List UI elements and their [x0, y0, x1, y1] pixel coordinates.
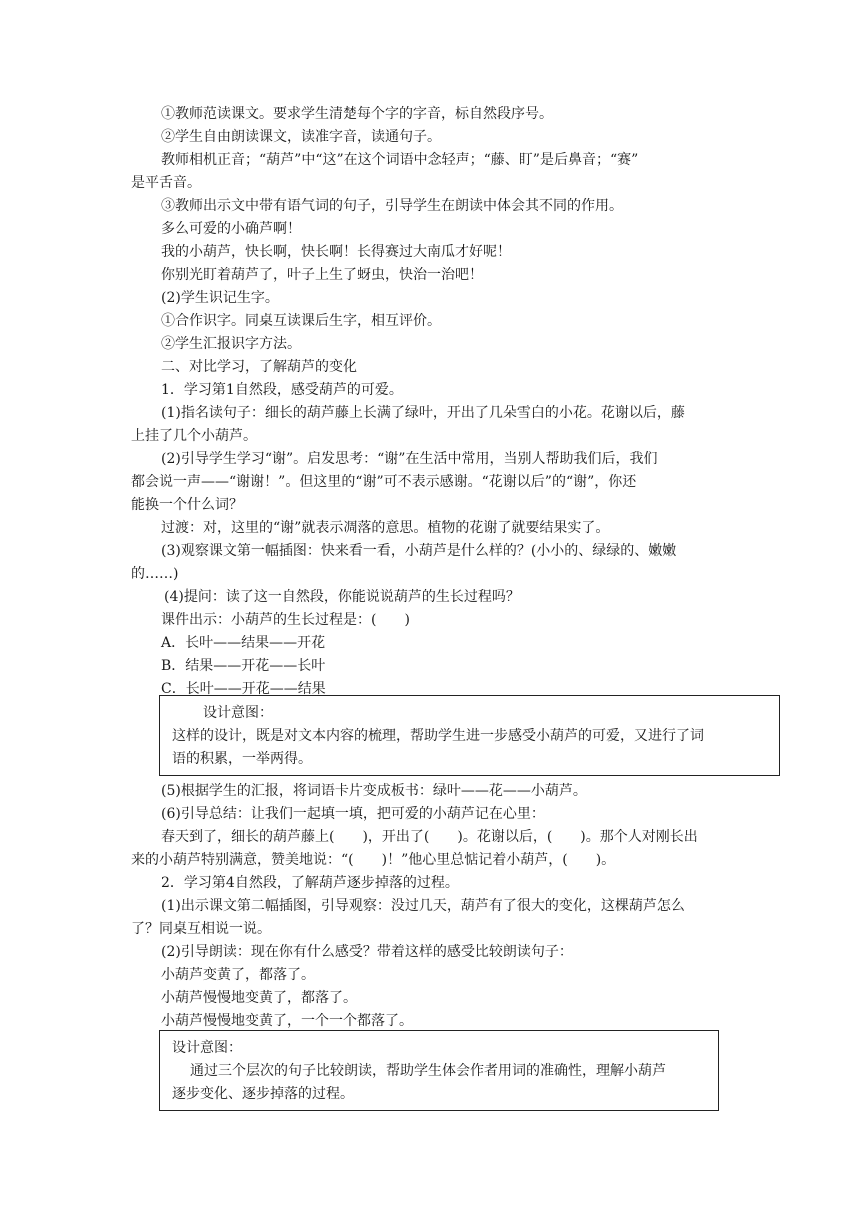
text-line: 小葫芦变黄了，都落了。: [161, 967, 315, 983]
text-line: 了？同桌互相说一说。: [131, 921, 271, 937]
text-line: 过渡：对，这里的“谢”就表示凋落的意思。植物的花谢了就要结果实了。: [161, 520, 610, 536]
text-line: 的……): [131, 566, 179, 582]
design-intent-line: 这样的设计，既是对文本内容的梳理，帮助学生进一步感受小葫芦的可爱，又进行了词: [172, 728, 704, 744]
design-intent-title: 设计意图：: [203, 705, 273, 721]
lesson-body-continued: [131, 780, 751, 1033]
subsection-heading: 2．学习第4自然段，了解葫芦逐步掉落的过程。: [161, 875, 459, 891]
section-heading: 二、对比学习，了解葫芦的变化: [161, 359, 357, 375]
design-intent-line: 语的积累，一举两得。: [172, 751, 312, 767]
text-line: (4)提问：读了这一自然段，你能说说葫芦的生长过程吗？: [164, 589, 520, 605]
option-line: C．长叶——开花——结果: [161, 681, 326, 697]
text-line: (3)观察课文第一幅插图：快来看一看，小葫芦是什么样的？(小小的、绿绿的、嫩嫩: [161, 543, 677, 559]
text-line: 来的小葫芦特别满意，赞美地说：“( )！”他心里总惦记着小葫芦，( )。: [131, 852, 616, 868]
text-line: 都会说一声——“谢谢！”。但这里的“谢”可不表示感谢。“花谢以后”的“谢”，你还: [131, 474, 637, 490]
text-line: (2)引导朗读：现在你有什么感受？带着这样的感受比较朗读句子：: [161, 944, 573, 960]
text-line: ①合作识字。同桌互读课后生字，相互评价。: [161, 313, 441, 329]
text-line: ③教师出示文中带有语气词的句子，引导学生在朗读中体会其不同的作用。: [161, 198, 623, 214]
text-line: (5)根据学生的汇报，将词语卡片变成板书：绿叶——花——小葫芦。: [161, 783, 587, 799]
text-line: 春天到了，细长的葫芦藤上( )，开出了( )。花谢以后，( )。那个人对刚长出: [161, 829, 698, 845]
text-line: 你别光盯着葫芦了，叶子上生了蚜虫，快治一治吧！: [161, 267, 483, 283]
text-line: ②学生自由朗读课文，读准字音，读通句子。: [161, 129, 441, 145]
text-line: 课件出示：小葫芦的生长过程是：( ): [161, 612, 410, 628]
text-line: (2)引导学生学习“谢”。启发思考：“谢”在生活中常用，当别人帮助我们后，我们: [161, 451, 658, 467]
design-intent-box: [159, 1030, 719, 1111]
text-line: ②学生汇报识字方法。: [161, 336, 301, 352]
text-line: 教师相机正音；“葫芦”中“这”在这个词语中念轻声；“藤、盯”是后鼻音；“赛”: [161, 152, 639, 168]
design-intent-line: 逐步变化、逐步掉落的过程。: [172, 1086, 354, 1102]
text-line: (2)学生识记生字。: [161, 290, 279, 306]
subsection-heading: 1．学习第1自然段，感受葫芦的可爱。: [161, 382, 403, 398]
option-line: B．结果——开花——长叶: [161, 658, 326, 674]
option-line: A．长叶——结果——开花: [161, 635, 326, 651]
text-line: (1)指名读句子：细长的葫芦藤上长满了绿叶，开出了几朵雪白的小花。花谢以后，藤: [161, 405, 685, 421]
text-line: 我的小葫芦，快长啊，快长啊！长得赛过大南瓜才好呢！: [161, 244, 511, 260]
design-intent-box: [159, 695, 780, 776]
text-line: 能换一个什么词？: [131, 497, 243, 513]
lesson-body: [131, 103, 731, 701]
text-line: ①教师范读课文。要求学生清楚每个字的字音，标自然段序号。: [161, 106, 553, 122]
text-line: 上挂了几个小葫芦。: [131, 428, 257, 444]
text-line: (6)引导总结：让我们一起填一填，把可爱的小葫芦记在心里：: [161, 806, 545, 822]
text-line: 是平舌音。: [131, 175, 201, 191]
text-line: 多么可爱的小确芦啊！: [161, 221, 301, 237]
design-intent-title: 设计意图：: [172, 1040, 242, 1056]
text-line: (1)出示课文第二幅插图，引导观察：没过几天，葫芦有了很大的变化，这棵葫芦怎么: [161, 898, 685, 914]
text-line: 小葫芦慢慢地变黄了，一个一个都落了。: [161, 1013, 413, 1029]
design-intent-line: 通过三个层次的句子比较朗读，帮助学生体会作者用词的准确性，理解小葫芦: [190, 1063, 666, 1079]
text-line: 小葫芦慢慢地变黄了，都落了。: [161, 990, 357, 1006]
